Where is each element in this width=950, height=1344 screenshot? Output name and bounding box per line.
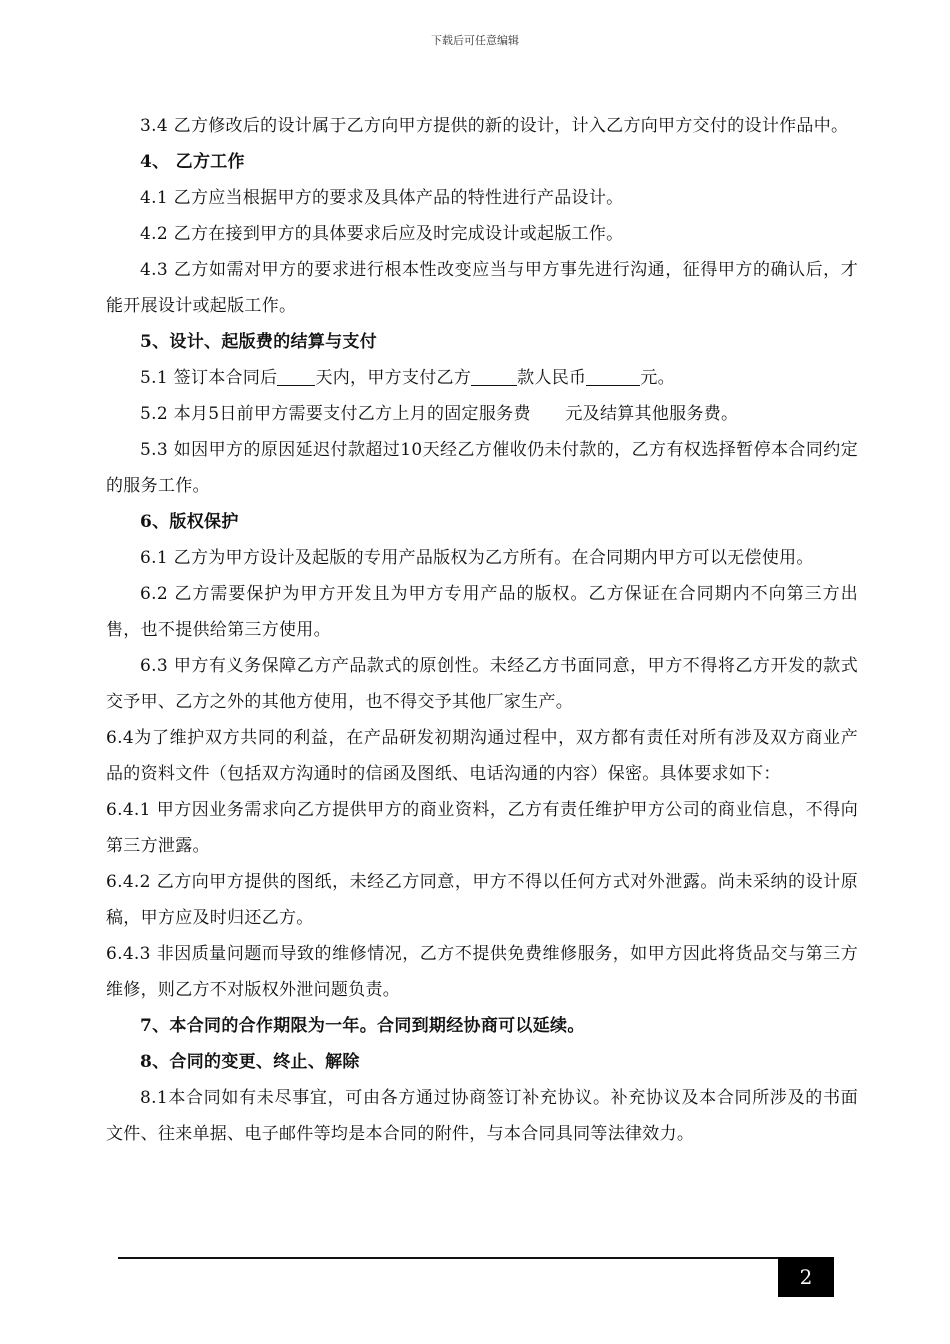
clause-6-3: 6.3 甲方有义务保障乙方产品款式的原创性。未经乙方书面同意，甲方不得将乙方开发的款式交予甲、乙方之外的其他方使用，也不得交予其他厂家生产。 — [106, 656, 858, 712]
clause-6-4-2: 6.4.2 乙方向甲方提供的图纸，未经乙方同意，甲方不得以任何方式对外泄露。尚未采纳的设计原稿，甲方应及时归还乙方。 — [106, 872, 858, 928]
section-8-heading: 8、合同的变更、终止、解除 — [140, 1052, 360, 1072]
blank-days — [277, 368, 315, 386]
clause-5-1-part-b: 天内，甲方支付乙方 — [315, 368, 472, 388]
clause-4-1: 4.1 乙方应当根据甲方的要求及具体产品的特性进行产品设计。 — [140, 188, 624, 208]
clause-6-2: 6.2 乙方需要保护为甲方开发且为甲方专用产品的版权。乙方保证在合同期内不向第三方出售，也不提供给第三方使用。 — [106, 584, 858, 640]
clause-6-4-3: 6.4.3 非因质量问题而导致的维修情况，乙方不提供免费维修服务，如甲方因此将货品交与第三方维修，则乙方不对版权外泄问题负责。 — [106, 944, 858, 1000]
clause-3-4: 3.4 乙方修改后的设计属于乙方向甲方提供的新的设计，计入乙方向甲方交付的设计作品中。 — [140, 116, 849, 136]
clause-5-3: 5.3 如因甲方的原因延迟付款超过10天经乙方催收仍未付款的，乙方有权选择暂停本合同约定的服务工作。 — [106, 440, 858, 496]
clause-5-1-part-d: 元。 — [640, 368, 675, 388]
clause-5-1-part-a: 5.1 签订本合同后 — [140, 368, 278, 388]
clause-8-1: 8.1本合同如有未尽事宜，可由各方通过协商签订补充协议。补充协议及本合同所涉及的书面文件、往来单据、电子邮件等均是本合同的附件，与本合同具同等法律效力。 — [106, 1088, 858, 1144]
clause-6-4: 6.4为了维护双方共同的利益，在产品研发初期沟通过程中，双方都有责任对所有涉及双方商业产品的资料文件（包括双方沟通时的信函及图纸、电话沟通的内容）保密。具体要求如下： — [106, 728, 858, 784]
clause-5-2: 5.2 本月5日前甲方需要支付乙方上月的固定服务费 元及结算其他服务费。 — [140, 404, 739, 424]
page-number: 2 — [778, 1257, 834, 1297]
blank-payment-type — [471, 368, 517, 386]
clause-5-1-part-c: 款人民币 — [517, 368, 587, 388]
section-5-heading: 5、设计、起版费的结算与支付 — [140, 332, 378, 352]
section-6-heading: 6、版权保护 — [140, 512, 239, 532]
clause-4-2: 4.2 乙方在接到甲方的具体要求后应及时完成设计或起版工作。 — [140, 224, 624, 244]
clause-4-3: 4.3 乙方如需对甲方的要求进行根本性改变应当与甲方事先进行沟通，征得甲方的确认后，才能开展设计或起版工作。 — [106, 260, 858, 316]
footer-rule — [118, 1257, 778, 1259]
page-header: 下载后可任意编辑 — [431, 34, 519, 47]
clause-6-1: 6.1 乙方为甲方设计及起版的专用产品版权为乙方所有。在合同期内甲方可以无偿使用。 — [140, 548, 814, 568]
clause-5-1 — [106, 360, 858, 396]
document-body — [106, 108, 858, 1152]
clause-6-4-1: 6.4.1 甲方因业务需求向乙方提供甲方的商业资料，乙方有责任维护甲方公司的商业信息，不得向第三方泄露。 — [106, 800, 858, 856]
blank-amount — [586, 368, 640, 386]
section-4-heading: 4、 乙方工作 — [140, 152, 245, 172]
section-7-heading: 7、本合同的合作期限为一年。合同到期经协商可以延续。 — [140, 1016, 585, 1036]
